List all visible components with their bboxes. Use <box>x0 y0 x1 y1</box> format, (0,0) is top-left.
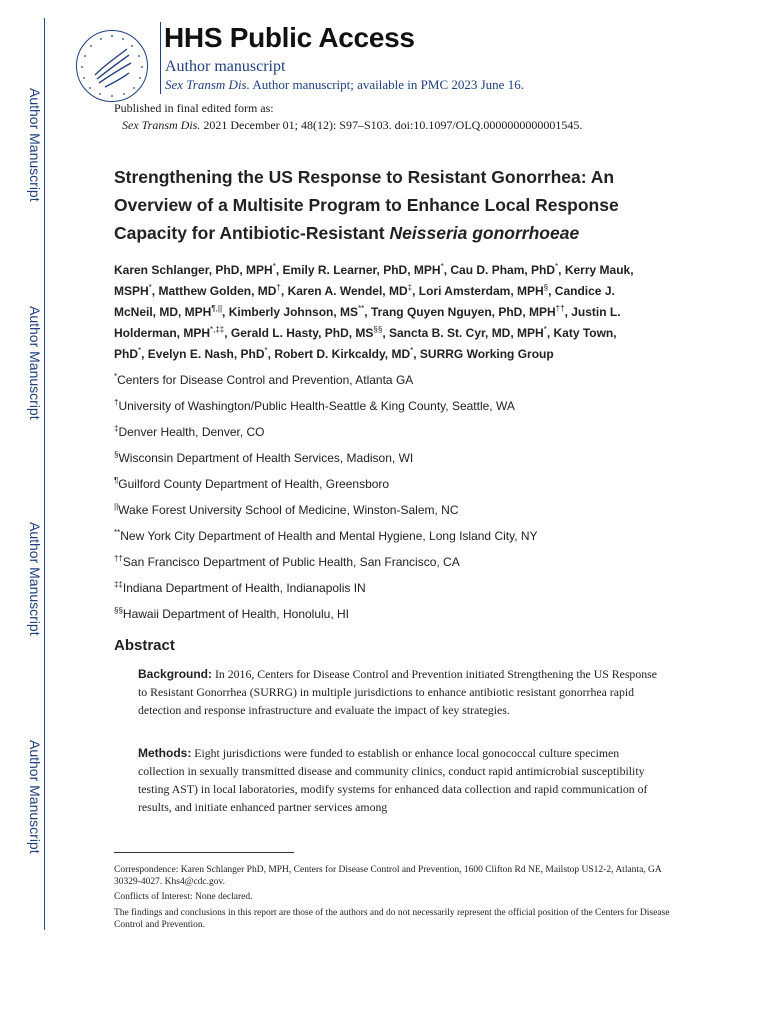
affiliation-text: New York City Department of Health and Mental Hygiene, Long Island City, NY <box>120 529 538 543</box>
page-title: HHS Public Access <box>164 22 415 53</box>
side-label-3: Author Manuscript <box>27 522 43 636</box>
author-name: Karen Schlanger, PhD, MPH <box>114 263 273 277</box>
author-name: Trang Quyen Nguyen, PhD, MPH <box>370 305 556 319</box>
hhs-logo-icon <box>76 30 148 102</box>
side-label-2: Author Manuscript <box>27 306 43 420</box>
affiliation-item <box>114 474 674 500</box>
author-name: Matthew Golden, MD <box>158 284 277 298</box>
author-list: Karen Schlanger, PhD, MPH*, Emily R. Learner, PhD, MPH*, Cau D. Pham, PhD*, Kerry Mauk, MSPH*, Matthew Golden, MD†, Karen A. Wendel, MD‡, Lori Amsterdam, MPH§, Candice J. McNeil, MD, MPH¶,||, Kimberly Johnson, MS**, Trang Quyen Nguyen, PhD, MPH††, Justin L. Holderman, MPH*,‡‡, Gerald L. Hasty, PhD, MS§§, Sancta B. St. Cyr, MD, MPH*, Katy Town, PhD*, Evelyn E. Nash, PhD*, Robert D. Kirkcaldy, MD*, SURRG Working Group <box>114 262 634 361</box>
affiliation-text: Hawaii Department of Health, Honolulu, HI <box>122 607 350 621</box>
affiliation-item <box>114 422 674 448</box>
affiliation-mark: ¶ <box>114 476 119 485</box>
author-affiliation-mark: ** <box>358 304 365 313</box>
footnote-divider <box>114 852 294 853</box>
affiliation-text: Wisconsin Department of Health Services, Madison, WI <box>118 451 414 465</box>
affiliation-mark: †† <box>114 554 123 563</box>
affiliation-mark: ‡‡ <box>114 580 123 589</box>
author-affiliation-mark: * <box>440 262 444 271</box>
author-name: Robert D. Kirkcaldy, MD <box>274 347 411 361</box>
author-affiliation-mark: † <box>276 283 281 292</box>
author-name: Lori Amsterdam, MPH <box>418 284 544 298</box>
manuscript-label: Author manuscript <box>165 58 286 75</box>
affiliation-text: Denver Health, Denver, CO <box>118 425 265 439</box>
author-name: Justin L. Holderman, MPH <box>114 305 621 340</box>
published-journal: Sex Transm Dis. <box>122 118 201 132</box>
side-label-1: Author Manuscript <box>27 88 43 202</box>
author-affiliation-mark: § <box>543 283 549 292</box>
affiliation-item <box>114 396 674 422</box>
article-title <box>114 163 654 247</box>
author-affiliation-mark: ‡ <box>407 283 413 292</box>
footnote-conflicts: Conflicts of Interest: None declared. <box>114 892 253 902</box>
author-name: Gerald L. Hasty, PhD, MS <box>230 326 374 340</box>
footnote-disclaimer: The findings and conclusions in this report are those of the authors and do not necessarily represent the official position of the Centers for Disease Control and Prevention. <box>114 908 670 930</box>
affiliation-list <box>114 370 674 630</box>
availability-text: Author manuscript; available in PMC 2023 June 16. <box>252 77 524 92</box>
author-name: Kimberly Johnson, MS <box>228 305 359 319</box>
background-label: Background: <box>138 667 213 681</box>
author-name: Cau D. Pham, PhD <box>450 263 556 277</box>
author-affiliation-mark: †† <box>555 304 565 313</box>
author-affiliation-mark: * <box>555 262 559 271</box>
author-name: Emily R. Learner, PhD, MPH <box>282 263 441 277</box>
methods-text: Eight jurisdictions were funded to establish or enhance local gonococcal culture specimen collection in sexually transmitted disease and community clinics, conduct rapid antimicrobial susceptibility testing AST) in local laboratories, modify systems for enhanced data collection and rapid communication of results, and initiate enhanced partner services among <box>138 746 648 814</box>
side-label-4: Author Manuscript <box>27 740 43 854</box>
affiliation-mark: † <box>114 398 119 407</box>
affiliation-mark: §§ <box>114 606 123 615</box>
journal-abbrev: Sex Transm Dis. <box>165 77 250 92</box>
affiliation-item <box>114 526 674 552</box>
author-name: Evelyn E. Nash, PhD <box>147 347 265 361</box>
affiliation-item <box>114 552 674 578</box>
affiliation-item <box>114 578 674 604</box>
availability-line <box>165 77 524 93</box>
published-label: Published in final edited form as: <box>114 101 274 115</box>
affiliation-text: Wake Forest University School of Medicine, Winston-Salem, NC <box>118 503 459 517</box>
header-divider <box>160 22 161 94</box>
margin-rule <box>44 18 45 930</box>
affiliation-mark: ‡ <box>114 424 119 433</box>
affiliation-text: University of Washington/Public Health-Seattle & King County, Seattle, WA <box>118 399 515 413</box>
affiliation-item <box>114 500 674 526</box>
abstract-background <box>138 665 658 719</box>
author-affiliation-mark: ¶,|| <box>211 304 223 313</box>
author-affiliation-mark: * <box>148 283 152 292</box>
footnote-correspondence: Correspondence: Karen Schlanger PhD, MPH, Centers for Disease Control and Prevention, 1600 Clifton Rd NE, Mailstop US12-2, Atlanta, GA 30329-4027. Khs4@cdc.gov. <box>114 865 662 887</box>
author-name: SURRG Working Group <box>419 347 554 361</box>
author-name: Candice J. McNeil, MD, MPH <box>114 284 615 319</box>
abstract-methods <box>138 744 658 816</box>
author-name: Sancta B. St. Cyr, MD, MPH <box>388 326 544 340</box>
affiliation-mark: * <box>114 372 118 381</box>
author-affiliation-mark: * <box>272 262 276 271</box>
affiliation-text: San Francisco Department of Public Health, San Francisco, CA <box>122 555 460 569</box>
affiliation-mark: || <box>114 502 119 511</box>
published-citation <box>122 118 582 133</box>
author-name: Katy Town, PhD <box>114 326 617 361</box>
background-text: In 2016, Centers for Disease Control and Prevention initiated Strengthening the US Response to Resistant Gonorrhea (SURRG) in multiple jurisdictions to enhance antibiotic resistant gonorrhea rapid detection and response infrastructure and evaluate the impact of key strategies. <box>138 667 657 717</box>
author-affiliation-mark: §§ <box>373 325 383 334</box>
affiliation-text: Guilford County Department of Health, Greensboro <box>118 477 390 491</box>
author-name: Karen A. Wendel, MD <box>287 284 408 298</box>
affiliation-text: Centers for Disease Control and Prevention, Atlanta GA <box>117 373 414 387</box>
author-affiliation-mark: * <box>410 346 414 355</box>
affiliation-item <box>114 604 674 630</box>
author-affiliation-mark: * <box>264 346 268 355</box>
published-details: 2021 December 01; 48(12): S97–S103. doi:10.1097/OLQ.0000000000001545. <box>203 118 583 132</box>
article-title-main: Strengthening the US Response to Resistant Gonorrhea: An Overview of a Multisite Program to Enhance Local Response Capacity for Antibiotic-Resistant <box>114 167 619 243</box>
methods-label: Methods: <box>138 746 192 760</box>
author-affiliation-mark: * <box>543 325 547 334</box>
author-name: Kerry Mauk, MSPH <box>114 263 634 298</box>
affiliation-text: Indiana Department of Health, Indianapolis IN <box>122 581 366 595</box>
affiliation-mark: § <box>114 450 119 459</box>
affiliation-mark: ** <box>114 528 121 537</box>
affiliation-item <box>114 370 674 396</box>
affiliation-item <box>114 448 674 474</box>
author-affiliation-mark: *,‡‡ <box>210 325 225 334</box>
abstract-heading: Abstract <box>114 637 175 654</box>
author-affiliation-mark: * <box>138 346 142 355</box>
article-title-italic: Neisseria gonorrhoeae <box>389 223 580 243</box>
